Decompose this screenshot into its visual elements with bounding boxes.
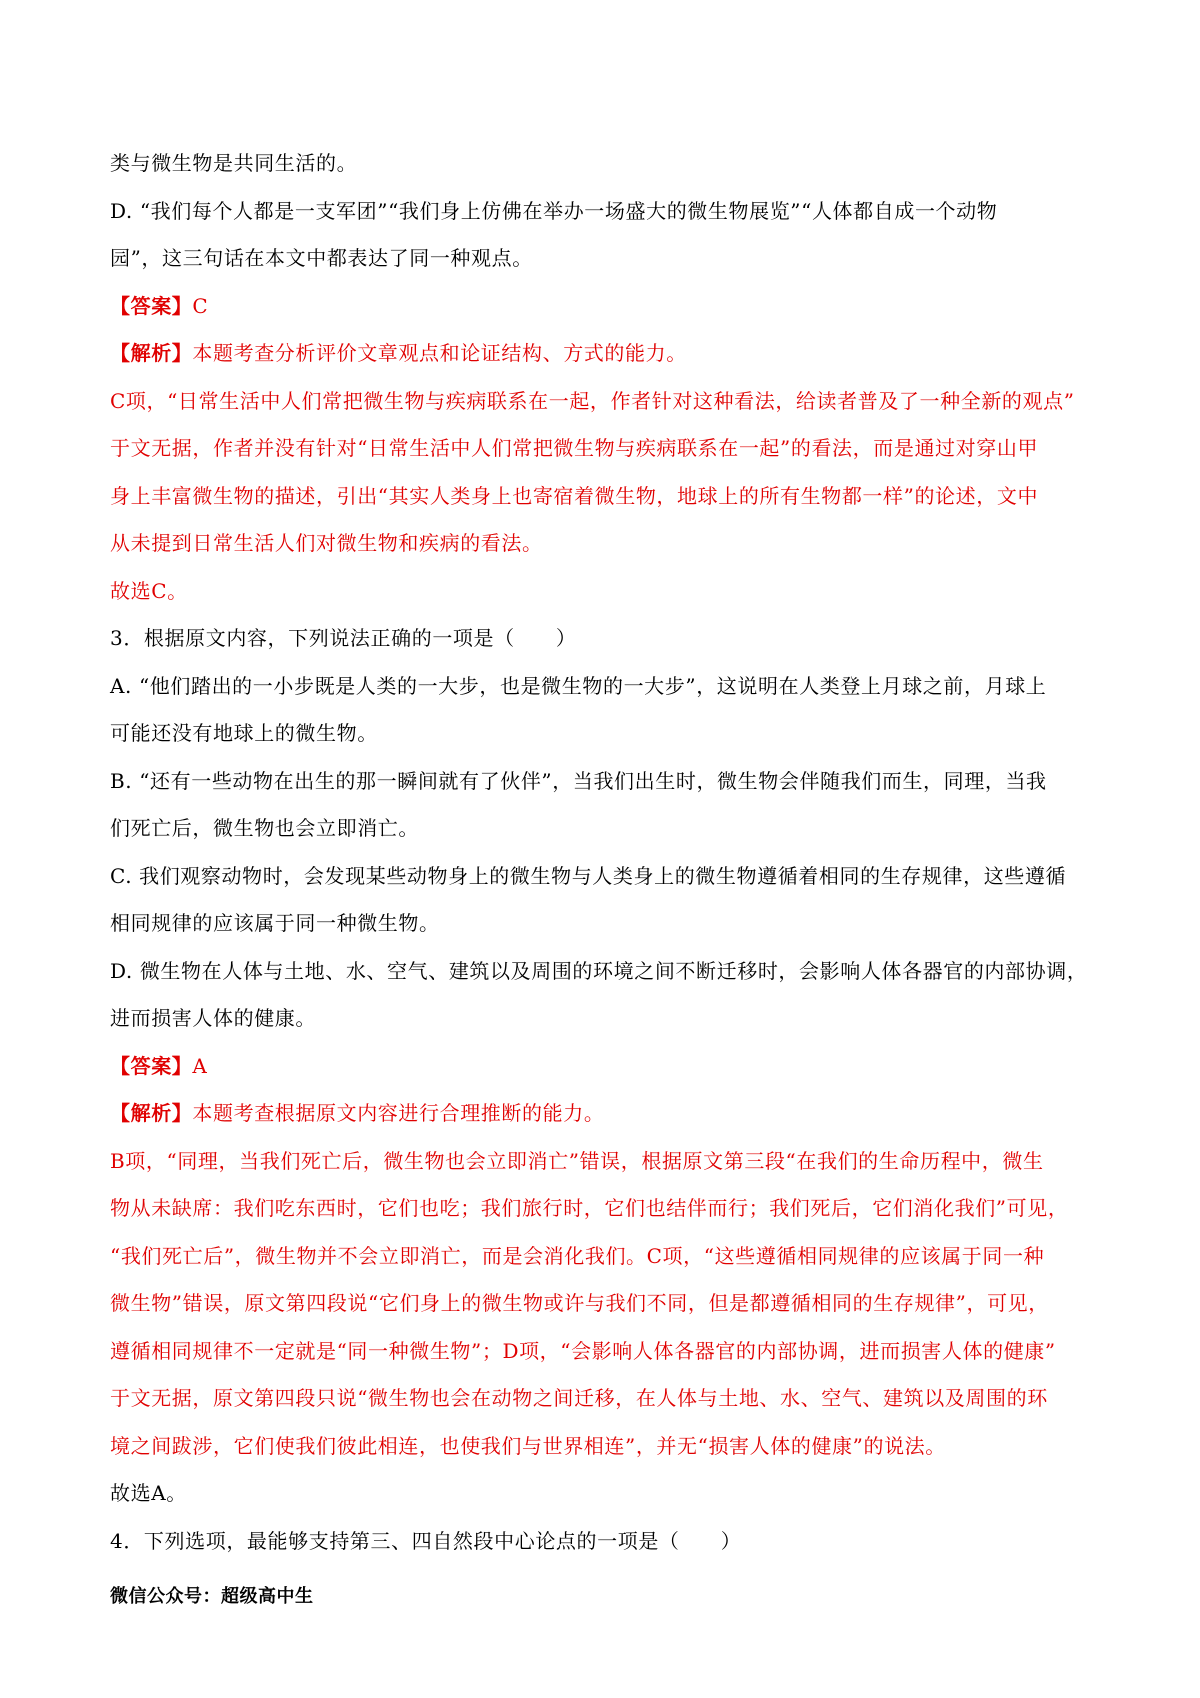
analysis-text-line: 于文无据，作者并没有针对“日常生活中人们常把微生物与疾病联系在一起”的看法，而是通过对穿山甲 (110, 436, 1039, 460)
analysis-text: 本题考查分析评价文章观点和论证结构、方式的能力。 (192, 341, 687, 365)
document-body (110, 140, 1095, 1565)
option-a-line: A. “他们踏出的一小步既是人类的一大步，也是微生物的一大步”，这说明在人类登上月球之前，月球上 (110, 673, 1047, 698)
analysis-tail: 的能力。 (522, 1101, 605, 1125)
option-d-line: D. “我们每个人都是一支军团”“我们身上仿佛在举办一场盛大的微生物展览”“人体都自成一个动物 (110, 198, 998, 223)
analysis-line (110, 330, 1095, 378)
conclusion-line: 故选A。 (110, 1481, 187, 1505)
option-b-line: B. “还有一些动物在出生的那一瞬间就有了伙伴”，当我们出生时，微生物会伴随我们而生，同理，当我 (110, 768, 1047, 793)
option-c-line: C. 我们观察动物时，会发现某些动物身上的微生物与人类身上的微生物遵循着相同的生存规律，这些遵循 (110, 863, 1067, 888)
option-d-line: D. 微生物在人体与土地、水、空气、建筑以及周围的环境之间不断迁移时，会影响人体各器官的内部协调， (110, 958, 1088, 983)
question-4-stem: 4．下列选项，最能够支持第三、四自然段中心论点的一项是（ ） (110, 1528, 742, 1553)
text-line: 园”，这三句话在本文中都表达了同一种观点。 (110, 246, 533, 270)
analysis-text-line: B项，“同理，当我们死亡后，微生物也会立即消亡”错误，根据原文第三段“在我们的生命历程中，微生 (110, 1148, 1044, 1173)
conclusion-line: 故选C。 (110, 578, 188, 603)
option-d-line: 进而损害人体的健康。 (110, 1006, 316, 1030)
analysis-text-line: 身上丰富微生物的描述，引出“其实人类身上也寄宿着微生物，地球上的所有生物都一样”的论述，文中 (110, 483, 1039, 508)
answer-line (110, 283, 1095, 331)
analysis-text-line: 微生物”错误，原文第四段说“它们身上的微生物或许与我们不同，但是都遵循相同的生存规律”，可见， (110, 1291, 1049, 1315)
analysis-text-line: C项，“日常生活中人们常把微生物与疾病联系在一起，作者针对这种看法，给读者普及了一种全新的观点” (110, 388, 1075, 413)
option-b-line: 们死亡后，微生物也会立即消亡。 (110, 816, 419, 840)
answer-label: 【答案】 (110, 293, 193, 318)
analysis-line (110, 1090, 1095, 1138)
answer-value: A (192, 1053, 208, 1078)
analysis-label: 【解析】 (110, 341, 193, 365)
text-line: 类与微生物是共同生活的。 (110, 151, 358, 175)
option-a-line: 可能还没有地球上的微生物。 (110, 721, 378, 745)
analysis-text-line: 遵循相同规律不一定就是“同一种微生物”；D项，“会影响人体各器官的内部协调，进而损害人体的健康” (110, 1338, 1056, 1363)
analysis-text-line: “我们死亡后”，微生物并不会立即消亡，而是会消化我们。C项，“这些遵循相同规律的应该属于同一种 (110, 1243, 1045, 1268)
question-3-stem: 3．根据原文内容，下列说法正确的一项是（ ） (110, 626, 577, 650)
analysis-text-line: 从未提到日常生活人们对微生物和疾病的看法。 (110, 531, 543, 555)
answer-value: C (192, 293, 209, 318)
analysis-label: 【解析】 (110, 1101, 193, 1125)
option-c-line: 相同规律的应该属于同一种微生物。 (110, 911, 440, 935)
analysis-text: 本题考查根据原文内容进行合理推断 (192, 1101, 523, 1125)
answer-line (110, 1043, 1095, 1091)
analysis-text-line: 于文无据，原文第四段只说“微生物也会在动物之间迁移，在人体与土地、水、空气、建筑以及周围的环 (110, 1386, 1048, 1410)
analysis-text-line: 物从未缺席：我们吃东西时，它们也吃；我们旅行时，它们也结伴而行；我们死后，它们消化我们”可见， (110, 1196, 1069, 1220)
footer-wechat-account: 微信公众号：超级高中生 (110, 1586, 314, 1607)
answer-label: 【答案】 (110, 1053, 193, 1078)
analysis-text-line: 境之间跋涉，它们使我们彼此相连，也使我们与世界相连”，并无“损害人体的健康”的说法。 (110, 1433, 946, 1458)
